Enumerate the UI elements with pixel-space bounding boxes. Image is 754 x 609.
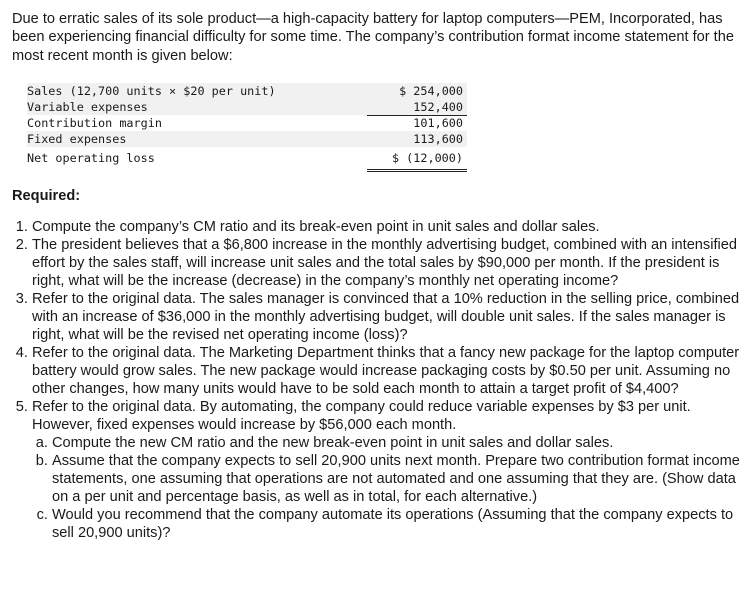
statement-row-variable-expenses	[27, 99, 467, 115]
question-item	[32, 344, 748, 398]
statement-amount: $ (12,000)	[367, 147, 467, 172]
statement-label: Net operating loss	[27, 150, 155, 165]
statement-amount: 113,600	[367, 131, 467, 148]
statement-amount: 101,600	[413, 115, 463, 130]
question-text: Refer to the original data. By automating, the company could reduce variable expenses by $3 per unit. However, fixed expenses would increase by $56,000 each month.	[32, 398, 691, 433]
statement-label: Variable expenses	[27, 99, 148, 114]
statement-label: Sales (12,700 units × $20 per unit)	[27, 83, 276, 98]
problem-page	[12, 10, 748, 542]
question-text: Compute the company’s CM ratio and its break-even point in unit sales and dollar sales.	[32, 218, 600, 235]
statement-row-contribution-margin	[27, 115, 467, 131]
question-text: The president believes that a $6,800 increase in the monthly advertising budget, combined with an intensified effort by the sales staff, will increase unit sales and the total sales by $90,000 per month. If the president is right, what will be the increase (decrease) in the company’s monthly net operating income?	[32, 236, 737, 289]
question-item	[32, 218, 748, 236]
statement-row-net-operating-loss	[27, 147, 467, 167]
statement-label: Fixed expenses	[27, 131, 127, 146]
question-text: Refer to the original data. The Marketing Department thinks that a fancy new package for the laptop computer battery would grow sales. The new package would increase packaging costs by $0.50 per unit. Assuming no other changes, how many units would have to be sold each month to attain a target profit of $4,400?	[32, 344, 740, 397]
statement-label: Contribution margin	[27, 115, 162, 130]
intro-paragraph: Due to erratic sales of its sole product—a high-capacity battery for laptop computers—PEM, Incorporated, has been experiencing financial difficulty for some time. The company’s contribution format income statement for the most recent month is given below:	[12, 11, 734, 64]
question-item	[32, 236, 748, 290]
question-text: Refer to the original data. The sales manager is convinced that a 10% reduction in the selling price, combined with an increase of $36,000 in the monthly advertising budget, will double unit sales. If the sales manager is right, what will be the revised net operating income (loss)?	[32, 290, 740, 343]
sub-question-text: Compute the new CM ratio and the new break-even point in unit sales and dollar sales.	[52, 434, 614, 451]
statement-amount: $ 254,000	[399, 83, 463, 98]
question-item	[32, 290, 748, 344]
question-list	[12, 218, 748, 542]
question-item	[32, 398, 748, 542]
sub-question-item	[52, 452, 748, 506]
statement-row-fixed-expenses	[27, 131, 467, 147]
sub-question-text: Assume that the company expects to sell 20,900 units next month. Prepare two contribution format income statements, one assuming that operations are not automated and one assuming that they are. (Show data on a per unit and percentage basis, as well as in total, for each alternative.)	[52, 452, 740, 505]
statement-amount: 152,400	[367, 99, 467, 116]
sub-question-list	[32, 434, 748, 542]
income-statement	[27, 83, 467, 167]
statement-row-sales	[27, 83, 467, 99]
sub-question-item	[52, 434, 748, 452]
sub-question-text: Would you recommend that the company automate its operations (Assuming that the company expects to sell 20,900 units)?	[52, 506, 734, 541]
sub-question-item	[52, 506, 748, 542]
required-heading: Required:	[12, 187, 81, 204]
